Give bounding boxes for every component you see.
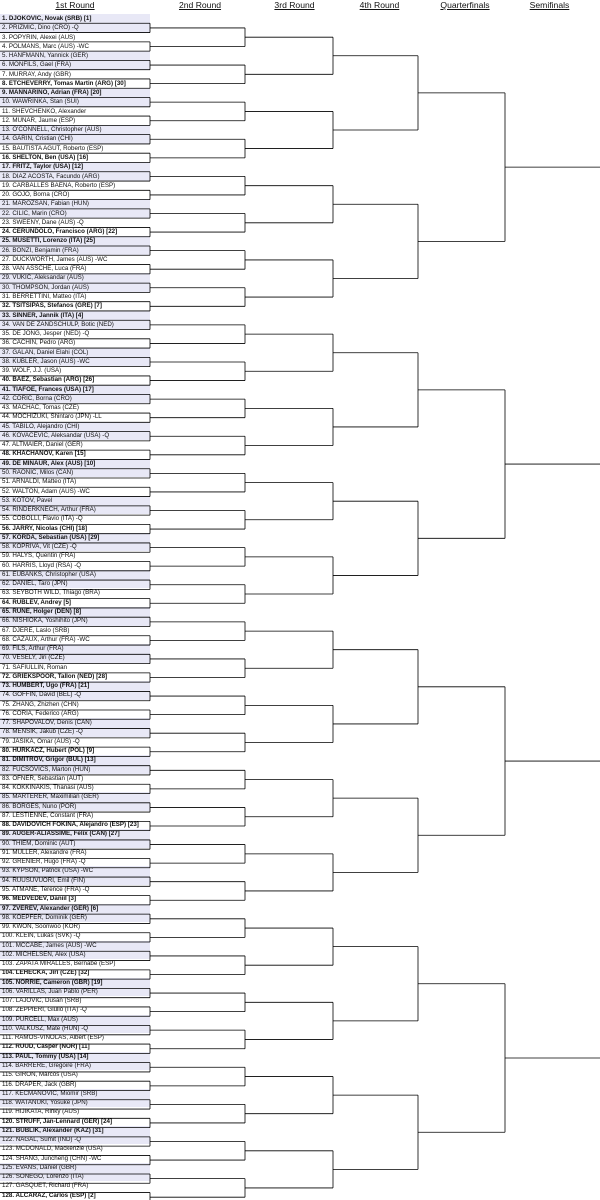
player-entry: 26. BONZI, Benjamin (FRA) xyxy=(0,246,150,255)
player-entry: 84. KOKKINAKIS, Thanasi (AUS) xyxy=(2,784,94,792)
player-entry: 28. VAN ASSCHE, Luca (FRA) xyxy=(2,265,87,273)
player-entry: 109. PURCELL, Max (AUS) xyxy=(0,1015,150,1024)
player-entry: 74. GOFFIN, David (BEL) -Q xyxy=(0,690,150,699)
player-entry: 55. COBOLLI, Flavio (ITA) -Q xyxy=(2,515,83,523)
player-entry: 62. DANIEL, Taro (JPN) xyxy=(0,579,150,588)
player-entry: 88. DAVIDOVICH FOKINA, Alejandro (ESP) [23] xyxy=(2,821,139,829)
player-entry: 48. KHACHANOV, Karen [15] xyxy=(2,450,86,458)
player-entry: 46. KOVACEVIC, Aleksandar (USA) -Q xyxy=(0,431,150,440)
player-entry: 35. DE JONG, Jesper (NED) -Q xyxy=(2,330,90,338)
player-entry: 99. KWON, Soonwoo (KOR) xyxy=(2,923,81,931)
player-entry: 38. KUBLER, Jason (AUS) -WC xyxy=(0,357,150,366)
player-entry: 92. GRENIER, Hugo (FRA) -Q xyxy=(2,858,86,866)
player-entry: 61. EUBANKS, Christopher (USA) xyxy=(0,570,150,579)
player-entry: 117. KECMANOVIC, Miomir (SRB) xyxy=(0,1089,150,1098)
player-entry: 11. SHEVCHENKO, Alexander xyxy=(2,107,87,115)
player-entry: 68. CAZAUX, Arthur (FRA) -WC xyxy=(2,635,90,643)
player-entry: 60. HARRIS, Lloyd (RSA) -Q xyxy=(2,561,82,569)
player-entry: 37. GALAN, Daniel Elahi (COL) xyxy=(0,348,150,357)
player-entry: 108. ZEPPIERI, Giulio (ITA) -Q xyxy=(2,1006,87,1014)
player-entry: 93. KYPSON, Patrick (USA) -WC xyxy=(0,866,150,875)
player-entry: 128. ALCARAZ, Carlos (ESP) [2] xyxy=(2,1191,96,1199)
player-entry: 110. VALKUSZ, Mate (HUN) -Q xyxy=(0,1024,150,1033)
round-header-1: 1st Round xyxy=(55,0,95,10)
player-entry: 52. WALTON, Adam (AUS) -WC xyxy=(2,487,90,495)
player-entry: 118. WATANUKI, Yosuke (JPN) xyxy=(0,1098,150,1107)
player-entry: 85. MARTERER, Maximilian (GER) xyxy=(0,792,150,801)
player-entry: 80. HURKACZ, Hubert (POL) [9] xyxy=(2,746,95,754)
player-entry: 82. FUCSOVICS, Marton (HUN) xyxy=(0,765,150,774)
player-entry: 63. SEYBOTH WILD, Thiago (BRA) xyxy=(2,589,100,597)
player-entry: 102. MICHELSEN, Alex (USA) xyxy=(0,950,150,959)
player-entry: 51. ARNALDI, Matteo (ITA) xyxy=(2,478,77,486)
player-entry: 120. STRUFF, Jan-Lennard (GER) [24] xyxy=(2,1117,113,1125)
player-entry: 107. LAJOVIC, Dusan (SRB) xyxy=(2,997,82,1005)
player-entry: 59. HALYS, Quentin (FRA) xyxy=(2,552,76,560)
player-entry: 56. JARRY, Nicolas (CHI) [18] xyxy=(2,524,88,532)
player-entry: 75. ZHANG, Zhizhen (CHN) xyxy=(2,700,79,708)
player-entry: 115. GIRON, Marcos (USA) xyxy=(2,1071,78,1079)
player-entry: 24. CERUNDOLO, Francisco (ARG) [22] xyxy=(2,228,118,236)
player-entry: 98. KOEPFER, Dominik (GER) xyxy=(0,913,150,922)
player-entry: 70. VESELY, Jiri (CZE) xyxy=(0,653,150,662)
player-entry: 12. MUNAR, Jaume (ESP) xyxy=(2,116,76,124)
player-entry: 29. VUKIC, Aleksandar (AUS) xyxy=(0,273,150,282)
player-entry: 83. OFNER, Sebastian (AUT) xyxy=(2,774,84,782)
player-entry: 41. TIAFOE, Frances (USA) [17] xyxy=(0,385,150,394)
player-entry: 54. RINDERKNECH, Arthur (FRA) xyxy=(0,505,150,514)
round-header-4: 4th Round xyxy=(359,0,400,10)
player-entry: 34. VAN DE ZANDSCHULP, Botic (NED) xyxy=(0,320,150,329)
player-entry: 6. MONFILS, Gael (FRA) xyxy=(0,60,150,69)
player-entry: 14. GARIN, Cristian (CHI) xyxy=(0,134,150,143)
player-entry: 94. RUUSUVUORI, Emil (FIN) xyxy=(0,876,150,885)
player-entry: 79. JASIKA, Omar (AUS) -Q xyxy=(2,737,80,745)
player-entry: 122. NAGAL, Sumit (IND) -Q xyxy=(0,1135,150,1144)
player-entry: 90. THIEM, Dominic (AUT) xyxy=(0,839,150,848)
player-entry: 111. RAMOS-VINOLAS, Albert (ESP) xyxy=(2,1034,104,1042)
player-entry: 31. BERRETTINI, Matteo (ITA) xyxy=(2,292,87,300)
player-entry: 124. SHANG, Juncheng (CHN) -WC xyxy=(2,1154,102,1162)
player-entry: 49. DE MINAUR, Alex (AUS) [10] xyxy=(0,459,150,468)
player-entry: 21. MAROZSAN, Fabian (HUN) xyxy=(0,199,150,208)
player-entry: 104. LEHECKA, Jiri (CZE) [32] xyxy=(2,969,90,977)
player-entry: 66. NISHIOKA, Yoshihito (JPN) xyxy=(0,616,150,625)
round-header-3: 3rd Round xyxy=(274,0,315,10)
player-entry: 15. BAUTISTA AGUT, Roberto (ESP) xyxy=(2,144,104,152)
player-entry: 53. KOTOV, Pavel xyxy=(0,496,150,505)
player-entry: 32. TSITSIPAS, Stefanos (GRE) [7] xyxy=(2,302,102,310)
player-entry: 87. LESTIENNE, Constant (FRA) xyxy=(2,811,94,819)
player-entry: 96. MEDVEDEV, Daniil [3] xyxy=(2,895,77,903)
player-entry: 39. WOLF, J.J. (USA) xyxy=(2,367,62,375)
player-entry: 86. BORGES, Nuno (POR) xyxy=(0,802,150,811)
player-entry: 58. KOPRIVA, Vit (CZE) -Q xyxy=(0,542,150,551)
round-header-quarterfinals: Quarterfinals xyxy=(440,0,490,10)
player-entry: 45. TABILO, Alejandro (CHI) xyxy=(0,422,150,431)
player-entry: 4. POLMANS, Marc (AUS) -WC xyxy=(2,42,89,50)
player-entry: 64. RUBLEV, Andrey [5] xyxy=(2,598,71,606)
player-entry: 119. HIJIKATA, Rinky (AUS) xyxy=(2,1108,80,1116)
player-entry: 65. RUNE, Holger (DEN) [8] xyxy=(0,607,150,616)
player-entry: 5. HANFMANN, Yannick (GER) xyxy=(0,51,150,60)
player-entry: 2. PRIZMIC, Dino (CRO) -Q xyxy=(0,23,150,32)
player-entry: 127. GASQUET, Richard (FRA) xyxy=(2,1182,89,1190)
player-entry: 106. VARILLAS, Juan Pablo (PER) xyxy=(0,987,150,996)
player-entry: 17. FRITZ, Taylor (USA) [12] xyxy=(0,162,150,171)
player-entry: 19. CARBALLES BAENA, Roberto (ESP) xyxy=(2,181,116,189)
player-entry: 42. CORIC, Borna (CRO) xyxy=(0,394,150,403)
round-header-2: 2nd Round xyxy=(178,0,222,10)
player-entry: 72. GRIEKSPOOR, Tallon (NED) [28] xyxy=(2,672,108,680)
player-entry: 33. SINNER, Jannik (ITA) [4] xyxy=(0,311,150,320)
player-entry: 20. GOJO, Borna (CRO) xyxy=(2,191,70,199)
player-entry: 44. MOCHIZUKI, Shintaro (JPN) -LL xyxy=(2,413,102,421)
round-header-semifinals: Semifinals xyxy=(529,0,570,10)
player-entry: 91. MULLER, Alexandre (FRA) xyxy=(2,848,87,856)
player-entry: 113. PAUL, Tommy (USA) [14] xyxy=(0,1052,150,1061)
player-entry: 97. ZVEREV, Alexander (GER) [6] xyxy=(0,904,150,913)
player-entry: 123. MCDONALD, Mackenzie (USA) xyxy=(2,1145,103,1153)
player-entry: 114. BARRERE, Gregoire (FRA) xyxy=(0,1061,150,1070)
player-entry: 47. ALTMAIER, Daniel (GER) xyxy=(2,441,83,449)
player-entry: 105. NORRIE, Cameron (GBR) [19] xyxy=(0,978,150,987)
player-entry: 67. DJERE, Laslo (SRB) xyxy=(2,626,70,634)
player-entry: 16. SHELTON, Ben (USA) [16] xyxy=(2,153,89,161)
player-entry: 112. RUUD, Casper (NOR) [11] xyxy=(2,1043,90,1051)
player-entry: 9. MANNARINO, Adrian (FRA) [20] xyxy=(0,88,150,97)
player-entry: 89. AUGER-ALIASSIME, Felix (CAN) [27] xyxy=(0,829,150,838)
player-entry: 73. HUMBERT, Ugo (FRA) [21] xyxy=(0,681,150,690)
player-entry: 13. O'CONNELL, Christopher (AUS) xyxy=(0,125,150,134)
player-entry: 95. ATMANE, Terence (FRA) -Q xyxy=(2,885,90,893)
player-entry: 18. DIAZ ACOSTA, Facundo (ARG) xyxy=(0,172,150,181)
player-entry: 30. THOMPSON, Jordan (AUS) xyxy=(0,283,150,292)
player-entry: 78. MENSIK, Jakub (CZE) -Q xyxy=(0,727,150,736)
player-entry: 100. KLEIN, Lukas (SVK) -Q xyxy=(2,932,81,940)
player-entry: 43. MACHAC, Tomas (CZE) xyxy=(2,404,79,412)
player-entry: 10. WAWRINKA, Stan (SUI) xyxy=(0,97,150,106)
player-entry: 7. MURRAY, Andy (GBR) xyxy=(2,70,71,78)
player-entry: 57. KORDA, Sebastian (USA) [29] xyxy=(0,533,150,542)
player-entry: 121. BUBLIK, Alexander (KAZ) [31] xyxy=(0,1126,150,1135)
player-entry: 27. DUCKWORTH, James (AUS) -WC xyxy=(2,255,108,263)
player-entry: 71. SAFIULLIN, Roman xyxy=(2,663,67,671)
player-entry: 103. ZAPATA MIRALLES, Bernabe (ESP) xyxy=(2,960,116,968)
player-entry: 76. CORIA, Federico (ARG) xyxy=(2,709,79,717)
player-entry: 25. MUSETTI, Lorenzo (ITA) [25] xyxy=(0,236,150,245)
player-entry: 125. EVANS, Daniel (GBR) xyxy=(0,1163,150,1172)
player-entry: 50. RAONIC, Milos (CAN) xyxy=(0,468,150,477)
player-entry: 126. SONEGO, Lorenzo (ITA) xyxy=(0,1172,150,1181)
player-entry: 81. DIMITROV, Grigor (BUL) [13] xyxy=(0,755,150,764)
player-entry: 3. POPYRIN, Alexei (AUS) xyxy=(2,33,76,41)
player-entry: 116. DRAPER, Jack (GBR) xyxy=(2,1080,77,1088)
player-entry: 23. SWEENY, Dane (AUS) -Q xyxy=(2,218,84,226)
player-entry: 101. MCCABE, James (AUS) -WC xyxy=(0,941,150,950)
player-entry: 36. CACHIN, Pedro (ARG) xyxy=(2,339,76,347)
player-entry: 77. SHAPOVALOV, Denis (CAN) xyxy=(0,718,150,727)
player-entry: 40. BAEZ, Sebastian (ARG) [26] xyxy=(2,376,95,384)
player-entry: 1. DJOKOVIC, Novak (SRB) [1] xyxy=(0,14,150,23)
player-entry: 69. FILS, Arthur (FRA) xyxy=(0,644,150,653)
player-entry: 8. ETCHEVERRY, Tomas Martin (ARG) [30] xyxy=(2,79,126,87)
player-entry: 22. CILIC, Marin (CRO) xyxy=(0,209,150,218)
